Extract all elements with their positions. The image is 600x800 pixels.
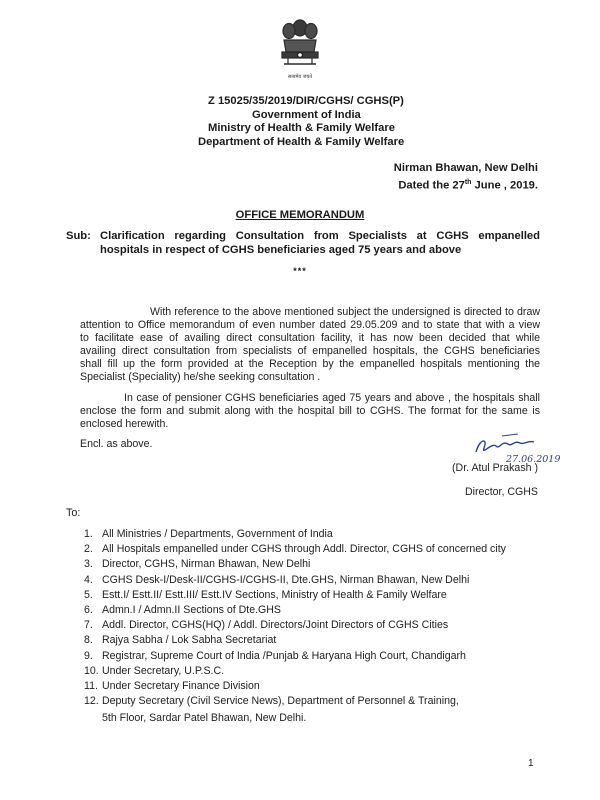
list-item: 3. Director, CGHS, Nirman Bhawan, New Delhi [84,558,311,571]
signatory-name: (Dr. Atul Prakash ) [452,462,538,474]
list-item: 11. Under Secretary Finance Division [84,680,260,693]
paragraph-1 [80,306,540,384]
signature-date: 27.06.2019 [506,454,561,465]
paragraph-line: shall fill up the form provided at the Reception by the empanelled hospitals mentioning the [80,358,540,370]
paragraph-line: enclosed herewith. [80,418,169,430]
list-item: 8. Rajya Sabha / Lok Sabha Secretariat [84,634,277,647]
enclosure-note: Encl. as above. [80,438,153,450]
paragraph-line: In case of pensioner CGHS beneficiaries aged 75 years and above , the hospitals shall [124,392,540,404]
paragraph-line: availing direct consultation from specialists of empanelled hospitals, the CGHS beneficiaries [80,345,540,357]
paragraph-line: attention to Office memorandum of even number dated 29.05.209 and to state that with a view [80,319,540,331]
list-item: 7. Addl. Director, CGHS(HQ) / Addl. Directors/Joint Directors of CGHS Cities [84,619,449,632]
subject-label: Sub: [66,230,91,242]
department-name: Department of Health & Family Welfare [198,135,405,148]
reference-number: Z 15025/35/2019/DIR/CGHS/ CGHS(P) [208,95,404,107]
paragraph-line: to facilitate ease of availing direct consultation facility, it has now been decided that while [80,332,540,344]
emblem-caption: सत्यमेव जयते [287,74,313,80]
page-number: 1 [528,758,534,769]
list-item: 9. Registrar, Supreme Court of India /Punjab & Haryana High Court, Chandigarh [84,649,466,662]
location: Nirman Bhawan, New Delhi [393,162,538,174]
address-continuation: 5th Floor, Sardar Patel Bhawan, New Delhi. [102,712,307,724]
list-item: 2. All Hospitals empanelled under CGHS through Addl. Director, CGHS of concerned city [84,543,506,556]
recipient-list [84,527,564,709]
list-item: 1. All Ministries / Departments, Government of India [84,528,333,540]
paragraph-line: With reference to the above mentioned subject the undersigned is directed to draw [150,306,540,318]
list-item: 12. Deputy Secretary (Civil Service News), Department of Personnel & Training, [84,695,459,708]
to-label: To: [66,507,81,519]
letterhead [198,95,468,149]
list-item: 10. Under Secretary, U.P.S.C. [84,664,225,677]
place-date-block [394,162,538,193]
subject-line: hospitals in respect of CGHS beneficiaries aged 75 years and above [100,243,462,256]
list-item: 4. CGHS Desk-I/Desk-II/CGHS-I/CGHS-II, Dte.GHS, Nirman Bhawan, New Delhi [84,573,470,586]
paragraph-line: Specialist (Speciality) he/she seeking consultation . [80,371,321,383]
separator-stars: *** [293,266,307,276]
ministry-name: Ministry of Health & Family Welfare [208,122,395,134]
government-name: Government of India [252,108,361,121]
date: Dated the 27th June , 2019. [398,178,538,192]
signatory-designation: Director, CGHS [465,486,538,498]
paragraph-line: enclose the form and submit along with the hospital bill to CGHS. The format for the same is [80,405,540,417]
paragraph-2 [80,392,540,431]
list-item: 6. Admn.I / Admn.II Sections of Dte.GHS [84,604,281,617]
memo-title: OFFICE MEMORANDUM [235,209,365,221]
subject [66,230,540,257]
state-emblem-icon [270,12,330,78]
subject-line: Clarification regarding Consultation from Specialists at CGHS empanelled [100,230,540,242]
list-item: 5. Estt.I/ Estt.II/ Estt.III/ Estt.IV Sections, Ministry of Health & Family Welfare [84,588,447,601]
